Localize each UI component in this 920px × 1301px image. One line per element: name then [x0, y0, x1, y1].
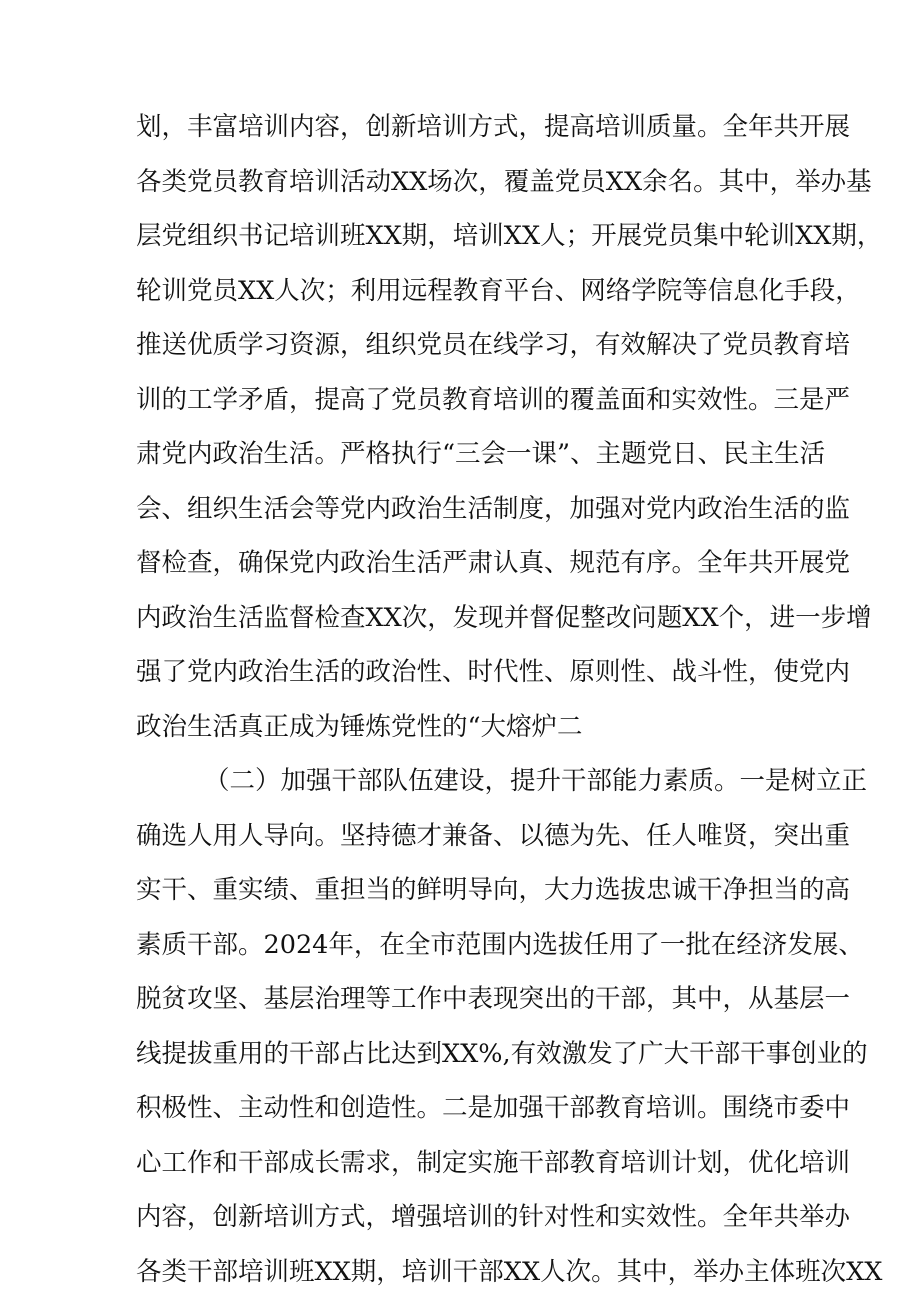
- paragraph-1-line-4: 轮训党员XX人次；利用远程教育平台、网络学院等信息化手段，: [136, 276, 861, 306]
- paragraph-1-line-12: 政治生活真正成为锤炼党性的“大熔炉二: [136, 712, 583, 742]
- paragraph-1-line-3: 层党组织书记培训班XX期，培训XX人；开展党员集中轮训XX期，: [136, 221, 883, 251]
- paragraph-2-line-9: 内容，创新培训方式，增强培训的针对性和实效性。全年共举办: [136, 1202, 851, 1232]
- paragraph-2-line-3: 实干、重实绩、重担当的鲜明导向，大力选拔忠诚干净担当的高: [136, 875, 851, 905]
- paragraph-1-line-8: 会、组织生活会等党内政治生活制度，加强对党内政治生活的监: [136, 494, 851, 524]
- paragraph-2-line-1: （二）加强干部队伍建设，提升干部能力素质。一是树立正: [204, 766, 868, 796]
- paragraph-2-line-5: 脱贫攻坚、基层治理等工作中表现突出的干部，其中，从基层一: [136, 984, 851, 1014]
- paragraph-1-line-1: 划，丰富培训内容，创新培训方式，提高培训质量。全年共开展: [136, 112, 851, 142]
- paragraph-1-line-10: 内政治生活监督检查XX次，发现并督促整改问题XX个，进一步增: [136, 603, 872, 633]
- paragraph-1-line-2: 各类党员教育培训活动XX场次，覆盖党员XX余名。其中，举办基: [136, 167, 872, 197]
- paragraph-1-line-11: 强了党内政治生活的政治性、时代性、原则性、战斗性，使党内: [136, 657, 851, 687]
- paragraph-2-line-8: 心工作和干部成长需求，制定实施干部教育培训计划，优化培训: [136, 1148, 851, 1178]
- paragraph-2-line-7: 积极性、主动性和创造性。二是加强干部教育培训。围绕市委中: [136, 1093, 851, 1123]
- paragraph-1-line-6: 训的工学矛盾，提高了党员教育培训的覆盖面和实效性。三是严: [136, 385, 851, 415]
- paragraph-1-line-5: 推送优质学习资源，组织党员在线学习，有效解决了党员教育培: [136, 330, 851, 360]
- paragraph-2-line-6: 线提拔重用的干部占比达到XX%,有效激发了广大干部干事创业的: [136, 1039, 868, 1069]
- paragraph-2-line-2: 确选人用人导向。坚持德才兼备、以德为先、任人唯贤，突出重: [136, 821, 851, 851]
- paragraph-1-line-7: 肃党内政治生活。严格执行“三会一课”、主题党日、民主生活: [136, 439, 826, 469]
- paragraph-1-line-9: 督检查，确保党内政治生活严肃认真、规范有序。全年共开展党: [136, 548, 851, 578]
- paragraph-2-line-10: 各类干部培训班XX期，培训干部XX人次。其中，举办主体班次XX: [136, 1257, 883, 1287]
- paragraph-2-line-4: 素质干部。2024年，在全市范围内选拔任用了一批在经济发展、: [136, 930, 864, 960]
